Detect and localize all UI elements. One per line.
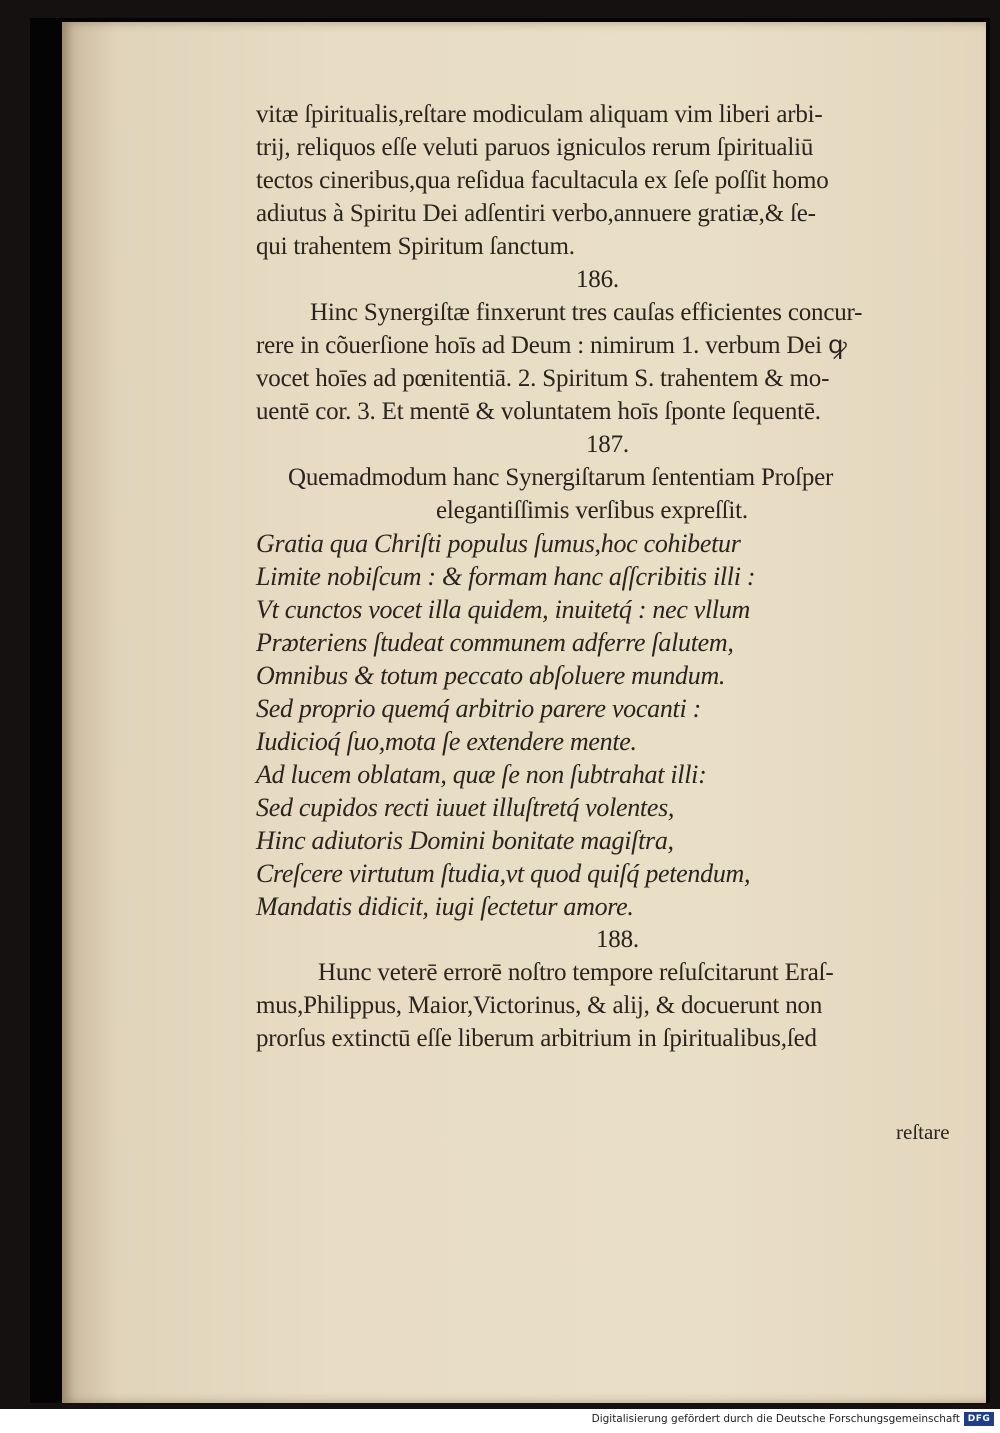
text-line: vitæ ſpiritualis,reſtare modiculam aliquam vim liberi arbi- — [256, 101, 823, 128]
text-line: mus,Philippus, Maior,Victorinus, & alij, & docuerunt non — [256, 992, 823, 1019]
verse-line: Sed proprio quemq́ arbitrio parere vocanti : — [256, 694, 701, 723]
text-line: rere in cõuerſione hoīs ad Deum : nimirum 1. verbum Dei ꝙ — [256, 332, 847, 359]
text-line: Hunc veterē errorē noſtro tempore reſuſcitarunt Eraſ- — [318, 959, 834, 986]
verse-line: Iudicioq́ ſuo,mota ſe extendere mente. — [256, 727, 637, 756]
verse-line: Mandatis didicit, iugi ſectetur amore. — [256, 892, 634, 921]
footer-credit: Digitalisierung gefördert durch die Deutsche Forschungsgemeinschaft — [591, 1413, 960, 1425]
text-line: trij, reliquos eſſe veluti paruos igniculos rerum ſpiritualiū — [256, 134, 814, 161]
text-line: adiutus à Spiritu Dei adſentiri verbo,annuere gratiæ,& ſe- — [256, 200, 816, 227]
verse-line: Ad lucem oblatam, quæ ſe non ſubtrahat illi: — [256, 760, 707, 789]
text-line: uentē cor. 3. Et mentē & voluntatem hoīs ſponte ſequentē. — [256, 398, 821, 425]
catchword: reſtare — [896, 1120, 950, 1144]
verse-line: Vt cunctos vocet illa quidem, inuitetq́ : nec vllum — [256, 595, 751, 624]
verse-line: Prᴂteriens ſtudeat communem adferre ſalutem, — [256, 628, 734, 657]
text-line: qui trahentem Spiritum ſanctum. — [256, 233, 575, 260]
dfg-logo: DFG — [964, 1412, 994, 1426]
text-line: vocet hoīes ad pœnitentiā. 2. Spiritum S. trahentem & mo- — [256, 365, 830, 392]
verse-line: Gratia qua Chriſti populus ſumus,hoc cohibetur — [256, 529, 741, 558]
section-number: 188. — [596, 926, 639, 953]
verse-line: Omnibus & totum peccato abſoluere mundum. — [256, 661, 726, 690]
verse-line: Hinc adiutoris Domini bonitate magiſtra, — [256, 826, 674, 855]
text-line: elegantiſſimis verſibus expreſſit. — [436, 497, 748, 524]
section-number: 187. — [586, 431, 629, 458]
text-line: prorſus extinctū eſſe liberum arbitrium in ſpiritualibus,ſed — [256, 1025, 817, 1052]
verse-line: Creſcere virtutum ſtudia,vt quod quiſq́ petendum, — [256, 859, 751, 888]
section-number: 186. — [576, 266, 619, 293]
text-line: tectos cineribus,qua reſidua facultacula ex ſeſe poſſit homo — [256, 167, 829, 194]
verse-line: Sed cupidos recti iuuet illuſtretq́ volentes, — [256, 793, 675, 822]
text-line: Hinc Synergiſtæ finxerunt tres cauſas efficientes concur- — [310, 299, 863, 326]
verse-line: Limite nobiſcum : & formam hanc aſſcribitis illi : — [256, 562, 756, 591]
page-text — [256, 98, 986, 1055]
text-line: Quemadmodum hanc Synergiſtarum ſententiam Proſper — [288, 464, 834, 491]
